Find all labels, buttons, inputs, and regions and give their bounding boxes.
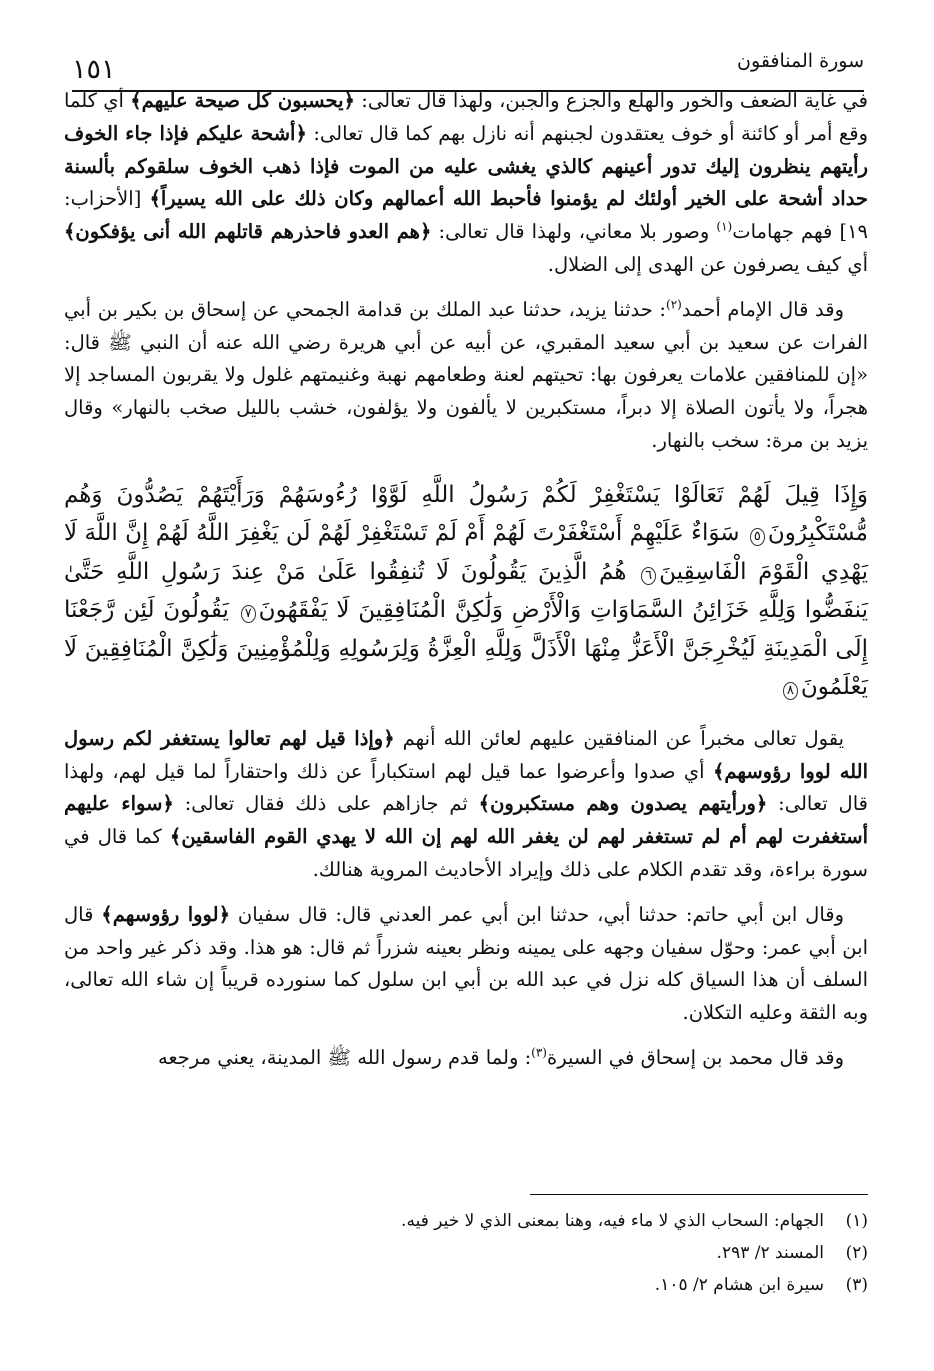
paragraph-1 — [64, 85, 868, 282]
footnote-text: الجهام: السحاب الذي لا ماء فيه، وهنا بمعنى الذي لا خير فيه. — [401, 1211, 824, 1231]
page-header — [72, 40, 864, 85]
body-text — [64, 85, 868, 1087]
paragraph-4 — [64, 899, 868, 1030]
text-run: في غاية الضعف والخور والهلع والجزع والجبن، ولهذا قال تعالى: — [354, 89, 868, 112]
ayah-number: ٥ — [750, 528, 765, 546]
footnote-number: (٢) — [845, 1243, 868, 1263]
text-run: [الأحزاب: ١٩] فهم جهامات — [64, 187, 869, 244]
footnote-ref-1[interactable]: (١) — [716, 219, 733, 234]
footnote-text: المسند ٢/ ٢٩٣. — [716, 1243, 824, 1263]
text-run: : ولما قدم رسول الله ﷺ المدينة، يعني مرجعه — [157, 1045, 532, 1069]
text-run: أي صدوا وأعرضوا عما قيل لهم استكباراً عن ذلك واحتقاراً لما قيل لهم، ولهذا قال تعالى: — [64, 759, 868, 816]
footnotes — [88, 1205, 868, 1301]
quran-quote: ﴿أشحة عليكم فإذا جاء الخوف رأيتهم ينظرون إليك تدور أعينهم كالذي يغشى عليه من الموت فإذا ذهب الخوف سلقوكم بألسنة حداد أشحة على الخير أولئك لم يؤمنوا فأحبط الله أعمالهم وكان ذلك على الله يسيراً﴾ — [64, 121, 868, 211]
text-run: وقد قال الإمام أحمد — [681, 297, 844, 321]
footnote-number: (١) — [845, 1211, 868, 1231]
footnote-number: (٣) — [845, 1275, 868, 1295]
footnote-3 — [88, 1269, 868, 1301]
ayah-number: ٦ — [641, 567, 656, 585]
text-run: كما قال في سورة براءة، وقد تقدم الكلام على ذلك وإيراد الأحاديث المروية هنالك. — [64, 825, 868, 881]
ayah-number: ٧ — [241, 605, 256, 623]
footnote-ref-2[interactable]: (٢) — [666, 297, 682, 312]
text-run: وقد قال محمد بن إسحاق في السيرة — [546, 1045, 844, 1069]
paragraph-5 — [64, 1042, 868, 1075]
footnote-1 — [88, 1205, 868, 1237]
text-run: ثم جازاهم على ذلك فقال تعالى: — [173, 792, 479, 816]
ayah-7: هُمُ الَّذِينَ يَقُولُونَ لَا تُنفِقُوا عَلَىٰ مَنْ عِندَ رَسُولِ اللَّهِ حَتَّىٰ يَنفَضُّوا وَلِلَّهِ خَزَائِنُ السَّمَاوَاتِ وَالْأَرْضِ وَلَٰكِنَّ الْمُنَافِقِينَ لَا يَفْقَهُونَ — [64, 558, 868, 624]
text-run: أي كلما وقع أمر أو كائنة أو خوف يعتقدون لجبنهم أنه نازل بهم كما قال تعالى: — [64, 89, 868, 145]
text-run: يقول تعالى مخبراً عن المنافقين عليهم لعائن الله أنهم — [394, 726, 844, 750]
quran-verse-block — [64, 476, 868, 707]
quran-quote: ﴿سواء عليهم أستغفرت لهم أم لم تستغفر لهم لن يغفر الله لهم إن الله لا يهدي القوم الفاسقين﴾ — [64, 792, 868, 849]
footnote-text: سيرة ابن هشام ٢/ ١٠٥. — [654, 1275, 824, 1295]
ayah-6: سَوَاءٌ عَلَيْهِمْ أَسْتَغْفَرْتَ لَهُمْ أَمْ لَمْ تَسْتَغْفِرْ لَهُمْ لَن يَغْفِرَ اللَّهُ لَهُمْ إِنَّ اللَّهَ لَا يَهْدِي الْقَوْمَ الْفَاسِقِينَ — [64, 520, 869, 585]
quran-quote: ﴿يحسبون كل صيحة عليهم﴾ — [130, 89, 355, 112]
page-number: ١٥١ — [72, 54, 116, 85]
text-run: قال ابن أبي عمر: وحوّل سفيان وجهه على يمينه ونظر بعينه شزراً ثم قال: هو هذا. وقد ذكر غير واحد من السلف أن هذا السياق كله نزل في عبد الله بن أبي ابن سلول كما سنورده قريباً إن شاء الله تعالى، وبه الثقة وعليه التكلان. — [64, 902, 868, 1025]
ayah-5: وَإِذَا قِيلَ لَهُمْ تَعَالَوْا يَسْتَغْفِرْ لَكُمْ رَسُولُ اللَّهِ لَوَّوْا رُءُوسَهُمْ وَرَأَيْتَهُمْ يَصُدُّونَ وَهُم مُّسْتَكْبِرُونَ — [64, 481, 868, 547]
text-run: وصور بلا معاني، ولهذا قال تعالى: — [431, 220, 717, 244]
ayah-8: يَقُولُونَ لَئِن رَّجَعْنَا إِلَى الْمَدِينَةِ لَيُخْرِجَنَّ الْأَعَزُّ مِنْهَا الْأَذَلَّ وَلِلَّهِ الْعِزَّةُ وَلِرَسُولِهِ وَلِلْمُؤْمِنِينَ وَلَٰكِنَّ الْمُنَافِقِينَ لَا يَعْلَمُونَ — [64, 597, 868, 701]
quran-quote: ﴿ورأيتهم يصدون وهم مستكبرون﴾ — [478, 792, 768, 816]
footnote-2 — [88, 1237, 868, 1269]
quran-quote: ﴿هم العدو فاحذرهم قاتلهم الله أنى يؤفكون﴾ — [64, 220, 432, 244]
quran-quote: ﴿وإذا قيل لهم تعالوا يستغفر لكم رسول الله لووا رؤوسهم﴾ — [64, 726, 868, 783]
footnote-ref-3[interactable]: (٣) — [531, 1045, 547, 1060]
footnote-rule — [530, 1194, 868, 1195]
paragraph-2 — [64, 294, 868, 458]
text-run: أي كيف يصرفون عن الهدى إلى الضلال. — [547, 252, 868, 276]
quran-quote: ﴿لووا رؤوسهم﴾ — [101, 902, 231, 926]
ayah-number: ٨ — [783, 682, 798, 700]
text-run: وقال ابن أبي حاتم: حدثنا أبي، حدثنا ابن أبي عمر العدني قال: قال سفيان — [230, 902, 845, 926]
text-run: : حدثنا يزيد، حدثنا عبد الملك بن قدامة الجمحي عن إسحاق بن بكير بن أبي الفرات عن سعيد بن أبي سعيد المقبري، عن أبيه عن أبي هريرة رضي الله عنه أن النبي ﷺ قال: «إن للمنافقين علامات يعرفون بها: تحيتهم لعنة وطعامهم نهبة وغنيمتهم غلول ولا يقربون المساجد إلا هجراً، ولا يأتون الصلاة إلا دبراً، مستكبرين لا يألفون ولا يؤلفون، خشب بالليل صخب بالنهار» وقال يزيد بن مرة: سخب بالنهار. — [64, 297, 868, 452]
paragraph-3 — [64, 723, 868, 887]
running-title: سورة المنافقون — [737, 50, 864, 72]
